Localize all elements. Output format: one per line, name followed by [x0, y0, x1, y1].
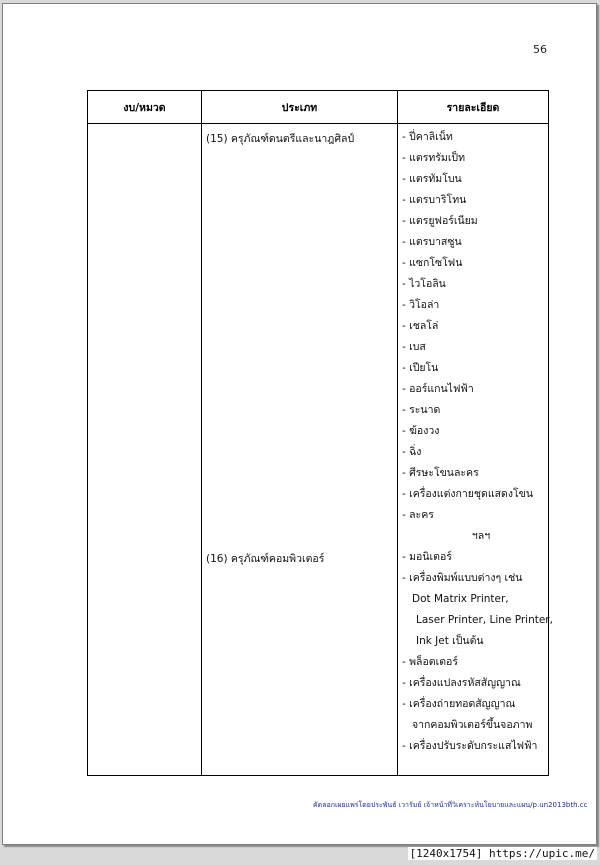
detail-item: - ละคร — [402, 509, 434, 521]
detail-item-continuation: จากคอมพิวเตอร์ขึ้นจอภาพ — [412, 719, 533, 731]
image-size-watermark: [1240x1754] https://upic.me/ — [409, 847, 595, 860]
detail-item: - วิโอล่า — [402, 299, 440, 311]
detail-item: - เบส — [402, 341, 426, 353]
detail-item-continuation: Dot Matrix Printer, — [412, 593, 509, 605]
budget-detail-table — [87, 90, 553, 776]
details-cell — [398, 124, 553, 776]
detail-item: - ไวโอลิน — [402, 278, 446, 290]
header-type: ประเภท — [202, 91, 398, 124]
detail-item: - พล็อตเตอร์ — [402, 656, 458, 668]
detail-item: - แตรยูฟอร์เนียม — [402, 215, 478, 227]
detail-item: - เครื่องแต่งกายชุดแสดงโขน — [402, 488, 533, 500]
etc-mark: ฯลฯ — [471, 530, 491, 542]
detail-item: - เชลโล่ — [402, 320, 439, 332]
detail-item: - ศีรษะโขนละคร — [402, 467, 479, 479]
detail-item: - แตรบาสซูน — [402, 236, 462, 248]
type-cell — [202, 124, 398, 776]
header-details: รายละเอียด — [398, 91, 549, 124]
detail-item: - เครื่องพิมพ์แบบต่างๆ เช่น — [402, 572, 523, 584]
detail-item: - ออร์แกนไฟฟ้า — [402, 383, 474, 395]
detail-item: - เปียโน — [402, 362, 439, 374]
detail-item: - ระนาด — [402, 404, 441, 416]
page-number: 56 — [533, 43, 547, 56]
detail-item: - แตรทัมโบน — [402, 173, 462, 185]
detail-item: - เครื่องปรับระดับกระแสไฟฟ้า — [402, 740, 538, 752]
header-budget-category: งบ/หมวด — [88, 91, 202, 124]
document-page — [2, 3, 597, 845]
detail-item-continuation: Ink Jet เป็นต้น — [416, 635, 484, 647]
detail-item: - ฉิ่ง — [402, 446, 422, 458]
detail-item: - มอนิเตอร์ — [402, 551, 452, 563]
table-header-row — [88, 91, 549, 124]
category-computer-equipment: (16) ครุภัณฑ์คอมพิวเตอร์ — [206, 553, 325, 565]
table-row — [88, 124, 549, 776]
detail-item: - แซกโซโฟน — [402, 257, 463, 269]
footer-attribution: คัดลอกเผยแพร่โดยประพันธ์ เวารัมย์ เจ้าหน้าที่วิเคราะห์นโยบายและแผน/p.un2013bth.cc — [313, 801, 588, 809]
detail-item-continuation: Laser Printer, Line Printer, — [416, 614, 553, 626]
budget-category-cell — [88, 124, 202, 776]
detail-item: - เครื่องแปลงรหัสสัญญาณ — [402, 677, 521, 689]
detail-item: - แตรทรัมเป็ท — [402, 152, 466, 164]
detail-item: - แตรบาริโทน — [402, 194, 467, 206]
detail-item: - เครื่องถ่ายทอดสัญญาณ — [402, 698, 516, 710]
detail-item: - ฆ้องวง — [402, 425, 440, 437]
category-music-equipment: (15) ครุภัณฑ์ดนตรีและนาฎศิลป์ — [206, 133, 355, 145]
detail-item: - ปี่คาลิเน็ท — [402, 131, 453, 143]
